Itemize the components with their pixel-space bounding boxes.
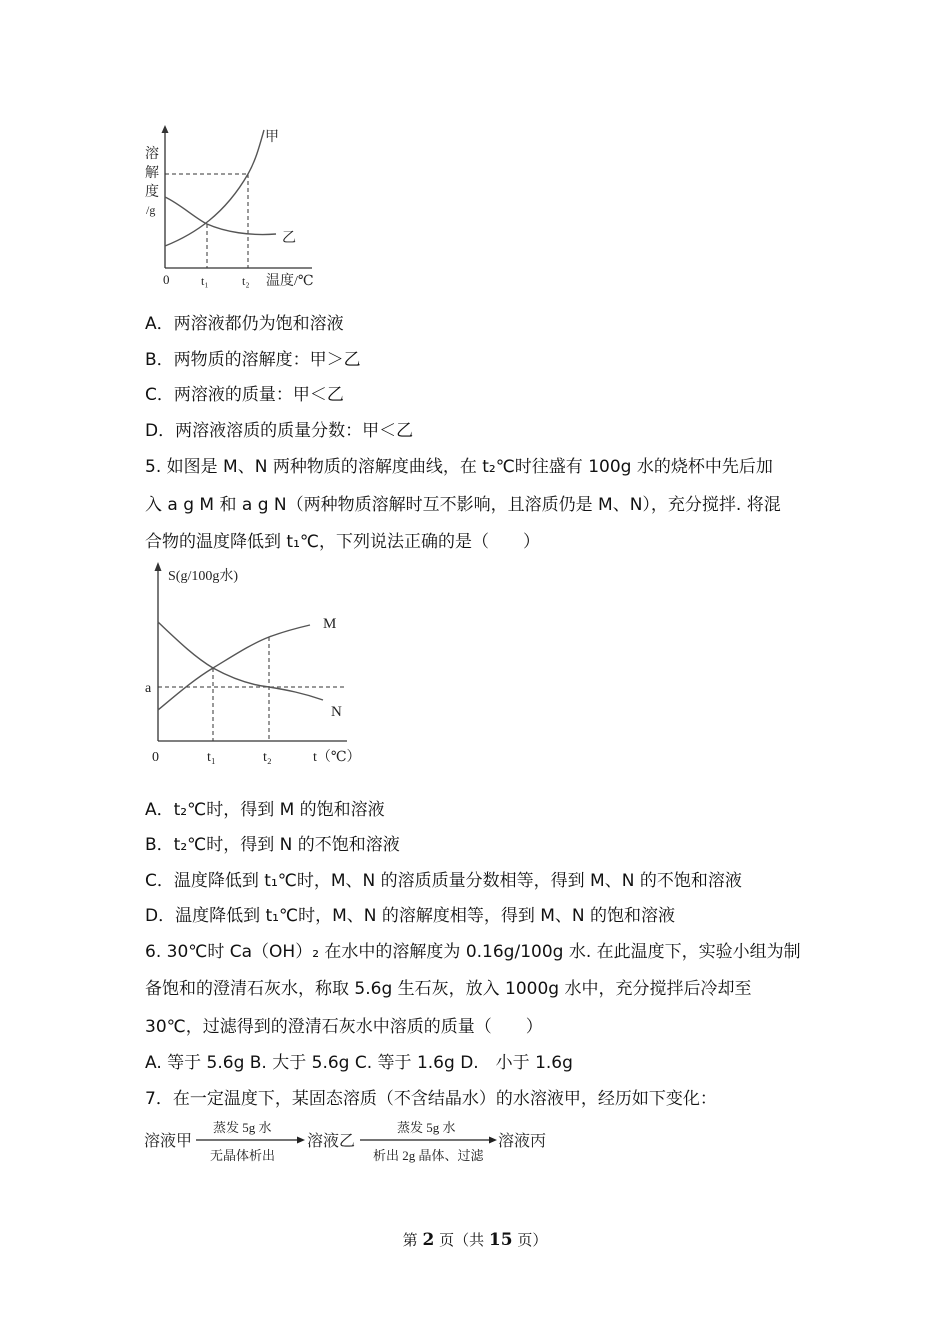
q5-option-b: B．t₂℃时，得到 N 的不饱和溶液 (145, 835, 400, 855)
q7-flow-diagram (140, 1110, 560, 1170)
flow-arrow-1-head (297, 1137, 305, 1144)
q5-option-a: A．t₂℃时，得到 M 的饱和溶液 (145, 800, 385, 820)
q6-line-3: 30℃，过滤得到的澄清石灰水中溶质的质量（ ） (145, 1017, 543, 1037)
series-label-jia: 甲 (265, 130, 279, 145)
series-label-m: M (323, 616, 337, 632)
q5-line-2: 入 a g M 和 a g N（两种物质溶解时互不影响，且溶质仍是 M、N），充分搅拌. 将混 (145, 495, 781, 515)
y-label-char-1: 溶 (145, 147, 159, 162)
tick-label-t2: t₂ (263, 750, 272, 765)
flow-solution-yi: 溶液乙 (307, 1133, 356, 1150)
q4-option-a: A．两溶液都仍为饱和溶液 (145, 314, 344, 334)
footer-total-pages: 15 (488, 1230, 513, 1250)
curve-m (158, 625, 310, 710)
curve-yi (165, 197, 276, 235)
x-axis-label: 温度/℃ (266, 274, 314, 289)
y-axis-arrow (155, 562, 162, 571)
y-label-char-3: 度 (145, 185, 159, 200)
solubility-chart-2 (135, 558, 375, 774)
y-label-char-2: 解 (145, 166, 159, 181)
flow-step2-top: 蒸发 5g 水 (397, 1120, 456, 1135)
q5-option-c: C．温度降低到 t₁℃时，M、N 的溶质质量分数相等，得到 M、N 的不饱和溶液 (145, 871, 742, 891)
footer-mid: 页（共 (439, 1231, 485, 1249)
footer-prefix: 第 (402, 1231, 418, 1249)
tick-label-t1: t₁ (201, 274, 209, 288)
q4-option-b: B．两物质的溶解度：甲＞乙 (145, 350, 361, 370)
flow-arrow-2-head (489, 1137, 497, 1144)
flow-step1-bottom: 无晶体析出 (210, 1148, 276, 1163)
q5-option-d: D．温度降低到 t₁℃时，M、N 的溶解度相等，得到 M、N 的饱和溶液 (145, 906, 676, 926)
tick-label-t2: t₂ (242, 274, 250, 288)
q5-line-1: 5. 如图是 M、N 两种物质的溶解度曲线，在 t₂℃时往盛有 100g 水的烧杯中先后加 (145, 457, 773, 477)
q6-line-1: 6. 30℃时 Ca（OH）₂ 在水中的溶解度为 0.16g/100g 水. 在此温度下，实验小组为制 (145, 942, 801, 962)
q6-line-2: 备饱和的澄清石灰水，称取 5.6g 生石灰，放入 1000g 水中，充分搅拌后冷却至 (145, 979, 752, 999)
series-label-yi: 乙 (282, 231, 296, 246)
footer-suffix: 页） (517, 1231, 548, 1249)
series-label-n: N (331, 704, 342, 720)
q5-line-3: 合物的温度降低到 t₁℃，下列说法正确的是（ ） (145, 532, 540, 552)
curve-jia (165, 130, 264, 246)
x-axis-label: t（℃） (313, 750, 361, 765)
q4-option-d: D．两溶液溶质的质量分数：甲＜乙 (145, 421, 414, 441)
q7-line-1: 7．在一定温度下，某固态溶质（不含结晶水）的水溶液甲，经历如下变化： (145, 1089, 717, 1109)
origin-label: 0 (152, 750, 159, 765)
flow-solution-bing: 溶液丙 (498, 1133, 547, 1150)
y-axis-label: S(g/100g水) (168, 569, 238, 584)
y-label-char-4: /g (146, 203, 156, 217)
origin-label: 0 (163, 272, 170, 287)
tick-label-a: a (145, 681, 152, 696)
solubility-chart-1 (140, 122, 340, 294)
q4-option-c: C．两溶液的质量：甲＜乙 (145, 385, 344, 405)
page-footer (0, 1229, 950, 1250)
flow-solution-jia: 溶液甲 (144, 1133, 193, 1150)
footer-page-number: 2 (422, 1230, 435, 1250)
flow-step1-top: 蒸发 5g 水 (213, 1120, 272, 1135)
curve-n (158, 622, 323, 700)
y-axis-arrow (162, 125, 169, 133)
q6-options: A. 等于 5.6g B. 大于 5.6g C. 等于 1.6g D. 小于 1.6g (145, 1053, 573, 1073)
tick-label-t1: t₁ (207, 750, 216, 765)
flow-step2-bottom: 析出 2g 晶体、过滤 (373, 1148, 484, 1163)
